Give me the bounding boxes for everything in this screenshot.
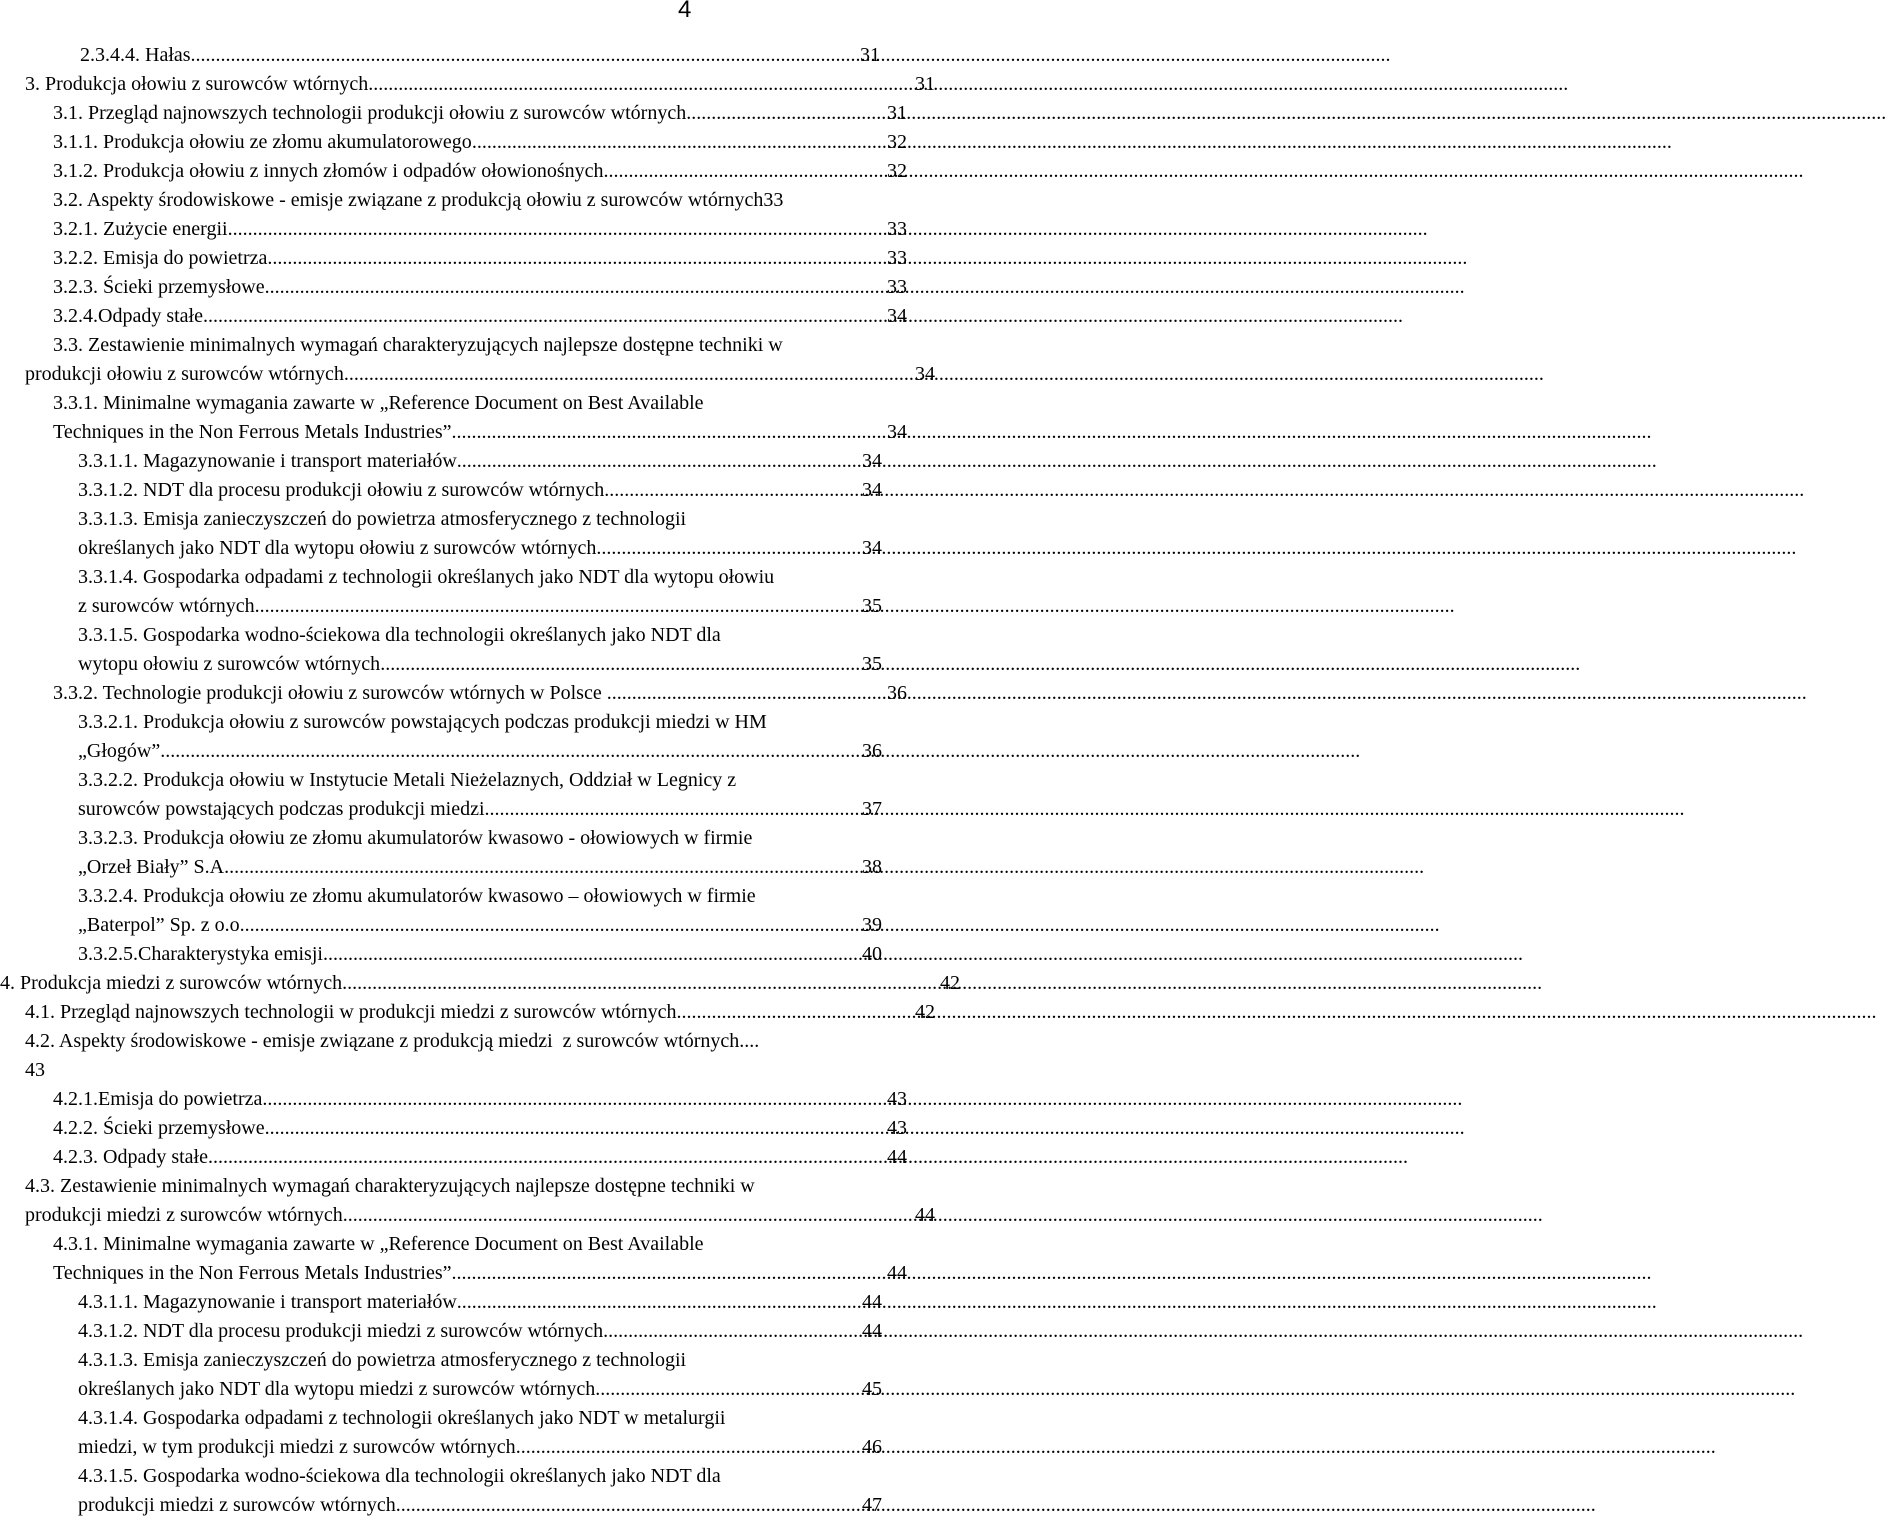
toc-entry-line <box>0 157 907 186</box>
toc-entry[interactable] <box>0 1404 960 1462</box>
toc-dot-leader <box>595 1375 860 1404</box>
toc-entry-title: 4.3.1.4. Gospodarka odpadami z technologii określanych jako NDT w metalurgii <box>78 1407 726 1429</box>
toc-entry-title: 4.3. Zestawienie minimalnych wymagań charakteryzujących najlepsze dostępne techniki w <box>25 1175 755 1197</box>
toc-entry-title: 4.2.3. Odpady stałe <box>53 1146 208 1168</box>
toc-dot-leader <box>677 998 913 1027</box>
toc-dot-leader <box>607 679 885 708</box>
toc-entry[interactable] <box>0 505 960 563</box>
toc-page-number: 35 <box>862 653 882 675</box>
toc-entry-line <box>0 273 907 302</box>
toc-dot-leader <box>604 157 886 186</box>
toc-page-number: 34 <box>862 450 882 472</box>
toc-entry[interactable] <box>0 998 960 1027</box>
toc-entry-line <box>0 70 935 99</box>
toc-page-number: 38 <box>862 856 882 878</box>
toc-entry-continuation <box>0 534 882 563</box>
toc-entry-continuation <box>0 795 882 824</box>
toc-entry-title: wytopu ołowiu z surowców wtórnych <box>78 653 381 675</box>
toc-entry[interactable] <box>0 940 960 969</box>
toc-dot-leader <box>343 1201 909 1230</box>
toc-entry-title: 3.1.2. Produkcja ołowiu z innych złomów i odpadów ołowionośnych <box>53 160 604 182</box>
toc-entry-title: 4.3.1.1. Magazynowanie i transport materiałów <box>78 1291 457 1313</box>
toc-entry-title: 3.1.1. Produkcja ołowiu ze złomu akumulatorowego <box>53 131 472 153</box>
toc-entry-line <box>0 1317 882 1346</box>
toc-page-number: 34 <box>887 305 907 327</box>
toc-entry-title: 3.3.2.4. Produkcja ołowiu ze złomu akumulatorów kwasowo – ołowiowych w firmie <box>78 885 756 907</box>
toc-entry-title: 4.3.1. Minimalne wymagania zawarte w „Reference Document on Best Available <box>53 1233 704 1255</box>
toc-page-number: 33 <box>887 218 907 240</box>
toc-entry-line <box>0 708 882 737</box>
toc-page-number: 33 <box>887 247 907 269</box>
toc-entry-title: „Baterpol” Sp. z o.o <box>78 914 240 936</box>
toc-dot-leader <box>344 360 909 389</box>
toc-dot-leader <box>603 1317 860 1346</box>
toc-entry-continuation <box>0 592 882 621</box>
toc-entry-title: 3.3.2.5.Charakterystyka emisji <box>78 943 323 965</box>
toc-entry[interactable] <box>0 186 960 215</box>
toc-dot-leader <box>240 911 856 940</box>
toc-dot-leader <box>472 128 885 157</box>
toc-entry-line <box>0 331 907 360</box>
toc-entry[interactable] <box>0 331 960 389</box>
toc-entry[interactable] <box>0 99 960 128</box>
toc-page-number: 36 <box>862 740 882 762</box>
toc-entry-line <box>0 882 882 911</box>
toc-entry-line <box>0 505 882 534</box>
toc-entry[interactable] <box>0 273 960 302</box>
toc-entry[interactable] <box>0 1172 960 1230</box>
toc-page-number: 44 <box>862 1291 882 1313</box>
toc-entry-continuation <box>0 853 882 882</box>
toc-page-number: 31 <box>860 44 880 66</box>
toc-entry-title: 4.3.1.5. Gospodarka wodno-ściekowa dla technologii określanych jako NDT dla <box>78 1465 721 1487</box>
toc-page-number: 47 <box>862 1494 882 1516</box>
toc-entry-line <box>0 1172 935 1201</box>
toc-dot-leader <box>208 1143 885 1172</box>
toc-entry[interactable] <box>0 969 960 998</box>
toc-page-number: 33 <box>763 189 784 211</box>
toc-dot-leader <box>228 215 885 244</box>
toc-entry-line <box>0 447 882 476</box>
toc-dot-leader <box>255 592 856 621</box>
toc-entry-title: 3.3.1.3. Emisja zanieczyszczeń do powietrza atmosferycznego z technologii <box>78 508 687 530</box>
toc-entry-line <box>0 563 882 592</box>
toc-entry-title: 3.3. Zestawienie minimalnych wymagań charakteryzujących najlepsze dostępne techniki w <box>53 334 783 356</box>
toc-entry-line <box>0 1143 907 1172</box>
toc-dot-leader <box>191 41 858 70</box>
toc-page-number: 44 <box>887 1262 907 1284</box>
toc-dot-leader <box>396 1491 856 1520</box>
toc-dot-leader <box>516 1433 856 1462</box>
toc-entry-continuation <box>0 1201 935 1230</box>
toc-page-number: 34 <box>915 363 935 385</box>
toc-entry-title: 3.1. Przegląd najnowszych technologii produkcji ołowiu z surowców wtórnych <box>53 102 687 124</box>
toc-entry-continuation <box>0 1433 882 1462</box>
toc-entry-title: 4.2.1.Emisja do powietrza <box>53 1088 263 1110</box>
toc-dot-leader <box>265 273 881 302</box>
toc-entry-title: 3.2.2. Emisja do powietrza <box>53 247 268 269</box>
toc-entry-title: 3.3.2.1. Produkcja ołowiu z surowców powstających podczas produkcji miedzi w HM <box>78 711 767 733</box>
toc-page-number: 43 <box>887 1088 907 1110</box>
toc-entry-continuation <box>0 650 882 679</box>
toc-entry-line <box>0 824 882 853</box>
toc-entry-title: 4.2. Aspekty środowiskowe - emisje związane z produkcją miedzi z surowców wtórnych.... <box>25 1030 760 1052</box>
toc-entry-line <box>0 41 880 70</box>
toc-entry[interactable] <box>0 447 960 476</box>
toc-entry[interactable] <box>0 708 960 766</box>
toc-entry[interactable] <box>0 302 960 331</box>
toc-entry[interactable] <box>0 766 960 824</box>
toc-entry-line <box>0 476 882 505</box>
toc-entry-title: 3.3.1.1. Magazynowanie i transport materiałów <box>78 450 457 472</box>
toc-dot-leader <box>604 476 860 505</box>
toc-page-number: 33 <box>887 276 907 298</box>
toc-entry-line <box>0 1346 882 1375</box>
toc-entry[interactable] <box>0 41 960 70</box>
toc-entry-title: 4.3.1.2. NDT dla procesu produkcji miedzi z surowców wtórnych <box>78 1320 604 1342</box>
toc-entry-title: produkcji miedzi z surowców wtórnych <box>78 1494 396 1516</box>
toc-dot-leader <box>457 1288 860 1317</box>
toc-entry-title: Techniques in the Non Ferrous Metals Industries” <box>53 421 452 443</box>
toc-dot-leader <box>380 650 856 679</box>
toc-entry[interactable] <box>0 824 960 882</box>
toc-entry[interactable] <box>0 1085 960 1114</box>
toc-dot-leader <box>596 534 856 563</box>
toc-entry-line <box>0 1027 935 1056</box>
toc-entry[interactable] <box>0 128 960 157</box>
toc-entry-title: 3.3.1.5. Gospodarka wodno-ściekowa dla technologii określanych jako NDT dla <box>78 624 721 646</box>
toc-entry-title: Techniques in the Non Ferrous Metals Industries” <box>53 1262 452 1284</box>
toc-entry-line <box>0 1462 882 1491</box>
toc-page-number: 31 <box>887 102 907 124</box>
toc-page-number: 44 <box>915 1204 935 1226</box>
toc-entry[interactable] <box>0 882 960 940</box>
toc-page-number: 32 <box>887 160 907 182</box>
toc-entry[interactable] <box>0 476 960 505</box>
toc-entry-title: 3.3.2.2. Produkcja ołowiu w Instytucie Metali Nieżelaznych, Oddział w Legnicy z <box>78 769 737 791</box>
toc-page-number: 44 <box>862 1320 882 1342</box>
toc-entry-title: 3.2.1. Zużycie energii <box>53 218 228 240</box>
toc-dot-leader <box>452 1259 885 1288</box>
toc-dot-leader <box>457 447 856 476</box>
toc-page-number: 36 <box>887 682 907 704</box>
toc-entry[interactable] <box>0 389 960 447</box>
toc-dot-leader <box>342 969 934 998</box>
toc-entry-title: 3.2.4.Odpady stałe <box>53 305 203 327</box>
toc-dot-leader <box>452 418 885 447</box>
toc-entry-title: 4. Produkcja miedzi z surowców wtórnych <box>0 972 343 994</box>
toc-entry-title: 4.2.2. Ścieki przemysłowe <box>53 1117 265 1139</box>
toc-entry[interactable] <box>0 215 960 244</box>
toc-page-number: 31 <box>915 73 935 95</box>
toc-entry-line <box>0 1230 907 1259</box>
toc-entry-title: 3.3.2. Technologie produkcji ołowiu z surowców wtórnych w Polsce <box>53 682 607 704</box>
toc-page-number: 42 <box>940 972 960 994</box>
toc-entry-continuation <box>0 1375 882 1404</box>
toc-entry[interactable] <box>0 1027 960 1085</box>
toc-entry-title: 2.3.4.4. Hałas <box>80 44 191 66</box>
toc-entry-title: „Głogów” <box>78 740 161 762</box>
toc-page-number: 34 <box>887 421 907 443</box>
toc-entry-title: 3.3.1.4. Gospodarka odpadami z technologii określanych jako NDT dla wytopu ołowiu <box>78 566 775 588</box>
toc-dot-leader <box>160 737 856 766</box>
toc-entry-line <box>0 389 907 418</box>
toc-entry[interactable] <box>0 1288 960 1317</box>
toc-entry[interactable] <box>0 244 960 273</box>
toc-entry-continuation <box>0 911 882 940</box>
toc-page-number: 42 <box>915 1001 935 1023</box>
toc-entry-line <box>0 215 907 244</box>
toc-entry[interactable] <box>0 1462 960 1520</box>
toc-entry-continuation <box>0 1056 935 1085</box>
toc-page-number: 43 <box>887 1117 907 1139</box>
toc-entry-line <box>0 244 907 273</box>
toc-entry[interactable] <box>0 157 960 186</box>
toc-dot-leader <box>368 70 909 99</box>
toc-entry-title: 3.3.2.3. Produkcja ołowiu ze złomu akumulatorów kwasowo - ołowiowych w firmie <box>78 827 753 849</box>
toc-entry-line <box>0 128 907 157</box>
toc-entry-line <box>0 1114 907 1143</box>
toc-entry-title: 4.1. Przegląd najnowszych technologii w produkcji miedzi z surowców wtórnych <box>25 1001 677 1023</box>
toc-page-number: 46 <box>862 1436 882 1458</box>
toc-entry[interactable] <box>0 1114 960 1143</box>
toc-entry-line <box>0 766 882 795</box>
toc-entry[interactable] <box>0 70 960 99</box>
toc-entry-line <box>0 1085 907 1114</box>
toc-page-number: 39 <box>862 914 882 936</box>
toc-dot-leader <box>267 244 885 273</box>
toc-page-number: 34 <box>862 537 882 559</box>
toc-dot-leader <box>262 1085 885 1114</box>
toc-page-number: 37 <box>862 798 882 820</box>
toc-page-number: 34 <box>862 479 882 501</box>
toc-entry-line <box>0 621 882 650</box>
toc-page-number: 45 <box>862 1378 882 1400</box>
toc-entry[interactable] <box>0 679 960 708</box>
table-of-contents <box>0 41 960 1520</box>
toc-entry[interactable] <box>0 1230 960 1288</box>
toc-entry-title: surowców powstających podczas produkcji miedzi <box>78 798 485 820</box>
toc-page-number: 32 <box>887 131 907 153</box>
toc-entry-title: 43 <box>25 1059 45 1081</box>
toc-dot-leader <box>485 795 860 824</box>
toc-entry[interactable] <box>0 563 960 621</box>
toc-page-number: 35 <box>862 595 882 617</box>
toc-entry-line <box>0 940 882 969</box>
toc-entry-title: 3. Produkcja ołowiu z surowców wtórnych <box>25 73 369 95</box>
toc-dot-leader <box>265 1114 881 1143</box>
toc-entry[interactable] <box>0 1317 960 1346</box>
toc-entry-title: „Orzeł Biały” S.A <box>78 856 225 878</box>
toc-entry-line <box>0 99 907 128</box>
toc-dot-leader <box>686 99 881 128</box>
toc-entry[interactable] <box>0 1346 960 1404</box>
toc-entry-continuation <box>0 1491 882 1520</box>
toc-entry-line <box>0 679 907 708</box>
toc-entry-title: produkcji miedzi z surowców wtórnych <box>25 1204 343 1226</box>
page-number: 4 <box>678 0 692 23</box>
toc-entry-title: 4.3.1.3. Emisja zanieczyszczeń do powietrza atmosferycznego z technologii <box>78 1349 687 1371</box>
toc-entry-title: 3.3.1. Minimalne wymagania zawarte w „Reference Document on Best Available <box>53 392 704 414</box>
toc-entry-title: określanych jako NDT dla wytopu miedzi z surowców wtórnych <box>78 1378 596 1400</box>
toc-entry-line <box>0 186 907 215</box>
toc-entry[interactable] <box>0 1143 960 1172</box>
toc-entry-continuation <box>0 418 907 447</box>
toc-entry-continuation <box>0 360 935 389</box>
toc-entry-line <box>0 1404 882 1433</box>
toc-dot-leader <box>224 853 860 882</box>
toc-entry-continuation <box>0 737 882 766</box>
toc-entry-continuation <box>0 1259 907 1288</box>
toc-dot-leader <box>323 940 860 969</box>
toc-entry-title: 3.2.3. Ścieki przemysłowe <box>53 276 265 298</box>
toc-entry-line <box>0 998 935 1027</box>
toc-entry[interactable] <box>0 621 960 679</box>
toc-entry-title: 3.3.1.2. NDT dla procesu produkcji ołowiu z surowców wtórnych <box>78 479 605 501</box>
toc-entry-line <box>0 302 907 331</box>
toc-entry-title: produkcji ołowiu z surowców wtórnych <box>25 363 344 385</box>
toc-entry-title: miedzi, w tym produkcji miedzi z surowców wtórnych <box>78 1436 516 1458</box>
toc-page-number: 40 <box>862 943 882 965</box>
toc-entry-title: 3.2. Aspekty środowiskowe - emisje związane z produkcją ołowiu z surowców wtórnych <box>53 189 764 211</box>
toc-dot-leader <box>203 302 885 331</box>
toc-page-number: 44 <box>887 1146 907 1168</box>
toc-entry-title: określanych jako NDT dla wytopu ołowiu z surowców wtórnych <box>78 537 597 559</box>
toc-entry-line <box>0 969 960 998</box>
toc-entry-title: z surowców wtórnych <box>78 595 255 617</box>
toc-entry-line <box>0 1288 882 1317</box>
